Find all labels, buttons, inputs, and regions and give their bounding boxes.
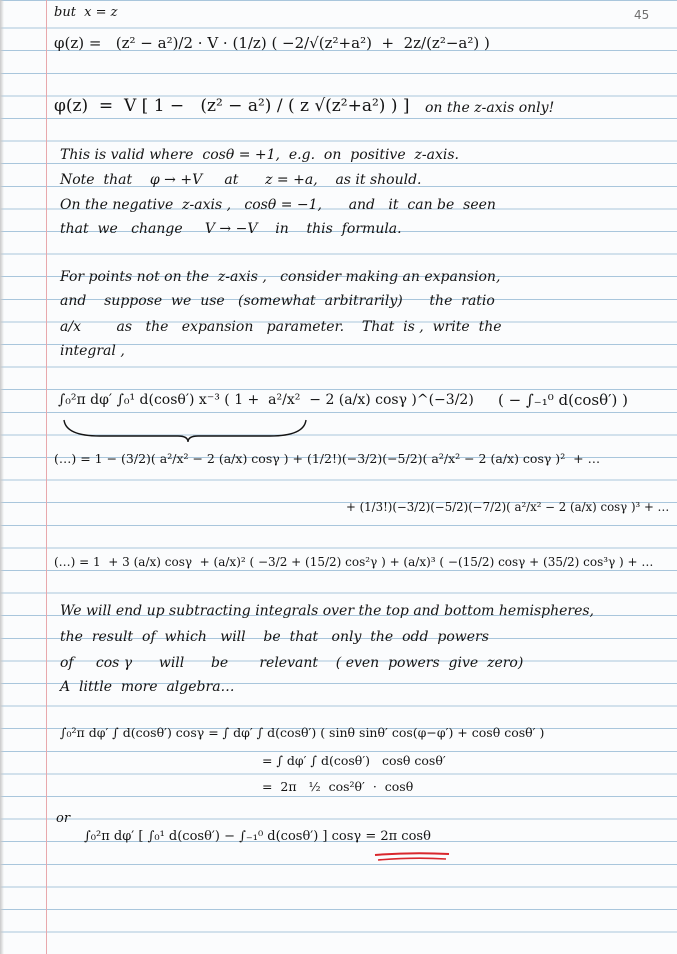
underbrace-mark bbox=[60, 418, 310, 444]
page-number: 45 bbox=[634, 8, 650, 22]
page-edge-shadow bbox=[0, 0, 4, 954]
equation-hemisphere-difference: ∫₀²π dφ′ [ ∫₀¹ d(cosθ′) − ∫₋₁⁰ d(cosθ′) ] cosγ = 2π cosθ bbox=[84, 829, 431, 844]
paragraph-line: On the negative z-axis , cosθ = −1, and it can be seen bbox=[60, 197, 496, 213]
paragraph-line: a/x as the expansion parameter. That is , write the bbox=[60, 319, 502, 335]
equation-cos-gamma-integral: ∫₀²π dφ′ ∫ d(cosθ′) cosγ = ∫ dφ′ ∫ d(cosθ′) ( sinθ sinθ′ cos(φ−φ′) + cosθ cosθ′ ) bbox=[60, 725, 545, 740]
margin-line bbox=[46, 0, 47, 954]
equation-cos-gamma-step: = ∫ dφ′ ∫ d(cosθ′) cosθ cosθ′ bbox=[262, 753, 446, 768]
header-note: but x = z bbox=[54, 5, 118, 20]
paragraph-line: Note that φ → +V at z = +a, as it should. bbox=[60, 172, 422, 188]
equation-collected-powers: (…) = 1 + 3 (a/x) cosγ + (a/x)² ( −3/2 + (15/2) cos²γ ) + (a/x)³ ( −(15/2) cosγ + (35/2) cos³γ ) + … bbox=[54, 555, 654, 569]
equation-integral: ∫₀²π dφ′ ∫₀¹ d(cosθ′) x⁻³ ( 1 + a²/x² − 2 (a/x) cosγ )^(−3/2) bbox=[58, 392, 474, 408]
red-underline-mark bbox=[372, 850, 452, 864]
equation-cos-gamma-result: = 2π ½ cos²θ′ · cosθ bbox=[262, 779, 414, 794]
axis-only-note: on the z-axis only! bbox=[425, 100, 555, 116]
equation-binomial-third-term: + (1/3!)(−3/2)(−5/2)(−7/2)( a²/x² − 2 (a/x) cosγ )³ + … bbox=[346, 500, 670, 514]
paragraph-line: This is valid where cosθ = +1, e.g. on positive z-axis. bbox=[60, 147, 459, 163]
paragraph-line: A little more algebra… bbox=[60, 679, 235, 695]
equation-axis-potential: φ(z) = V [ 1 − (z² − a²) / ( z √(z²+a²) ) ] bbox=[54, 96, 410, 116]
equation-potential-expansion: φ(z) = (z² − a²)/2 · V · (1/z) ( −2/√(z²+a²) + 2z/(z²−a²) ) bbox=[54, 34, 490, 52]
paragraph-line: integral , bbox=[60, 343, 125, 359]
paragraph-line: For points not on the z-axis , consider making an expansion, bbox=[60, 269, 501, 285]
equation-binomial-expansion: (…) = 1 − (3/2)( a²/x² − 2 (a/x) cosγ ) + (1/2!)(−3/2)(−5/2)( a²/x² − 2 (a/x) cosγ )² + … bbox=[54, 451, 601, 466]
or-note: or bbox=[56, 811, 71, 826]
paragraph-line: and suppose we use (somewhat arbitrarily) the ratio bbox=[60, 293, 495, 309]
paragraph-line: We will end up subtracting integrals over the top and bottom hemispheres, bbox=[60, 603, 595, 619]
paragraph-line: of cos γ will be relevant ( even powers give zero) bbox=[60, 655, 524, 671]
paragraph-line: the result of which will be that only the odd powers bbox=[60, 629, 489, 645]
paragraph-line: that we change V → −V in this formula. bbox=[60, 221, 402, 237]
equation-lower-hemisphere: ( − ∫₋₁⁰ d(cosθ′) ) bbox=[498, 391, 628, 409]
